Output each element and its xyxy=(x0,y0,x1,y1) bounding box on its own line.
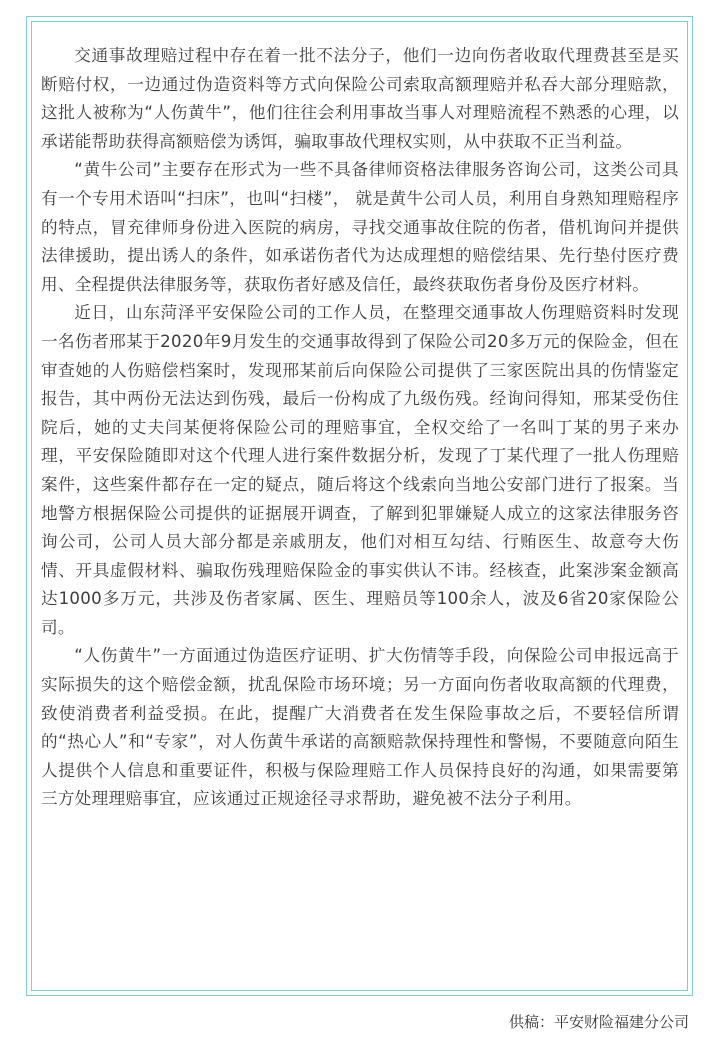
paragraph-consumer-advice: “人伤黄牛”一方面通过伪造医疗证明、扩大伤情等手段，向保险公司申报远高于实际损失的这个赔偿金额，扰乱保险市场环境；另一方面向伤者收取高额的代理费，致使消费者利益受损。在此，提醒广大消费者在发生保险事故之后，不要轻信所谓的“热心人”和“专家”，对人伤黄牛承诺的高额赔款保持理性和警惕，不要随意向陌生人提供个人信息和重要证件，积极与保险理赔工作人员保持良好的沟通，如果需要第三方处理理赔事宜，应该通过正规途径寻求帮助，避免被不法分子利用。 xyxy=(41,646,679,809)
article-body xyxy=(41,42,679,814)
paragraph-scalper-company: “黄牛公司”主要存在形式为一些不具备律师资格法律服务咨询公司，这类公司具有一个专用术语叫“扫床”，也叫“扫楼”， 就是黄牛公司人员，利用自身熟知理赔程序的特点，冒充律师身份进入医院的病房，寻找交通事故住院的伤者，借机询问并提供法律援助，提出诱人的条件，如承诺伤者代为达成理想的赔偿结果、先行垫付医疗费用、全程提供法律服务等，获取伤者好感及信任，最终获取伤者身份及医疗材料。 xyxy=(41,160,679,294)
source-credit: 供稿：平安财险福建分公司 xyxy=(508,1013,689,1031)
paragraph-heze-case: 近日，山东菏泽平安保险公司的工作人员，在整理交通事故人伤理赔资料时发现一名伤者邢某于2020年9月发生的交通事故得到了保险公司20多万元的保险金，但在审查她的人伤赔偿档案时，发现邢某前后向保险公司提供了三家医院出具的伤情鉴定报告，其中两份无法达到伤残，最后一份构成了九级伤残。经询问得知，邢某受伤住院后，她的丈夫闫某便将保险公司的理赔事宜，全权交给了一名叫丁某的男子来办理，平安保险随即对这个代理人进行案件数据分析，发现了丁某代理了一批人伤理赔案件，这些案件都存在一定的疑点，随后将这个线索向当地公安部门进行了报案。当地警方根据保险公司提供的证据展开调查，了解到犯罪嫌疑人成立的这家法律服务咨询公司，公司人员大部分都是亲戚朋友，他们对相互勾结、行贿医生、故意夸大伤情、开具虚假材料、骗取伤残理赔保险金的事实供认不讳。经核查，此案涉案金额高达1000多万元，共涉及伤者家属、医生、理赔员等100余人，波及6省20家保险公司。 xyxy=(41,303,679,637)
paragraph-intro: 交通事故理赔过程中存在着一批不法分子，他们一边向伤者收取代理费甚至是买断赔付权，一边通过伪造资料等方式向保险公司索取高额理赔并私吞大部分理赔款，这批人被称为“人伤黄牛”，他们往往会利用事故当事人对理赔流程不熟悉的心理，以承诺能帮助获得高额赔偿为诱饵，骗取事故代理权实则，从中获取不正当利益。 xyxy=(41,46,679,151)
